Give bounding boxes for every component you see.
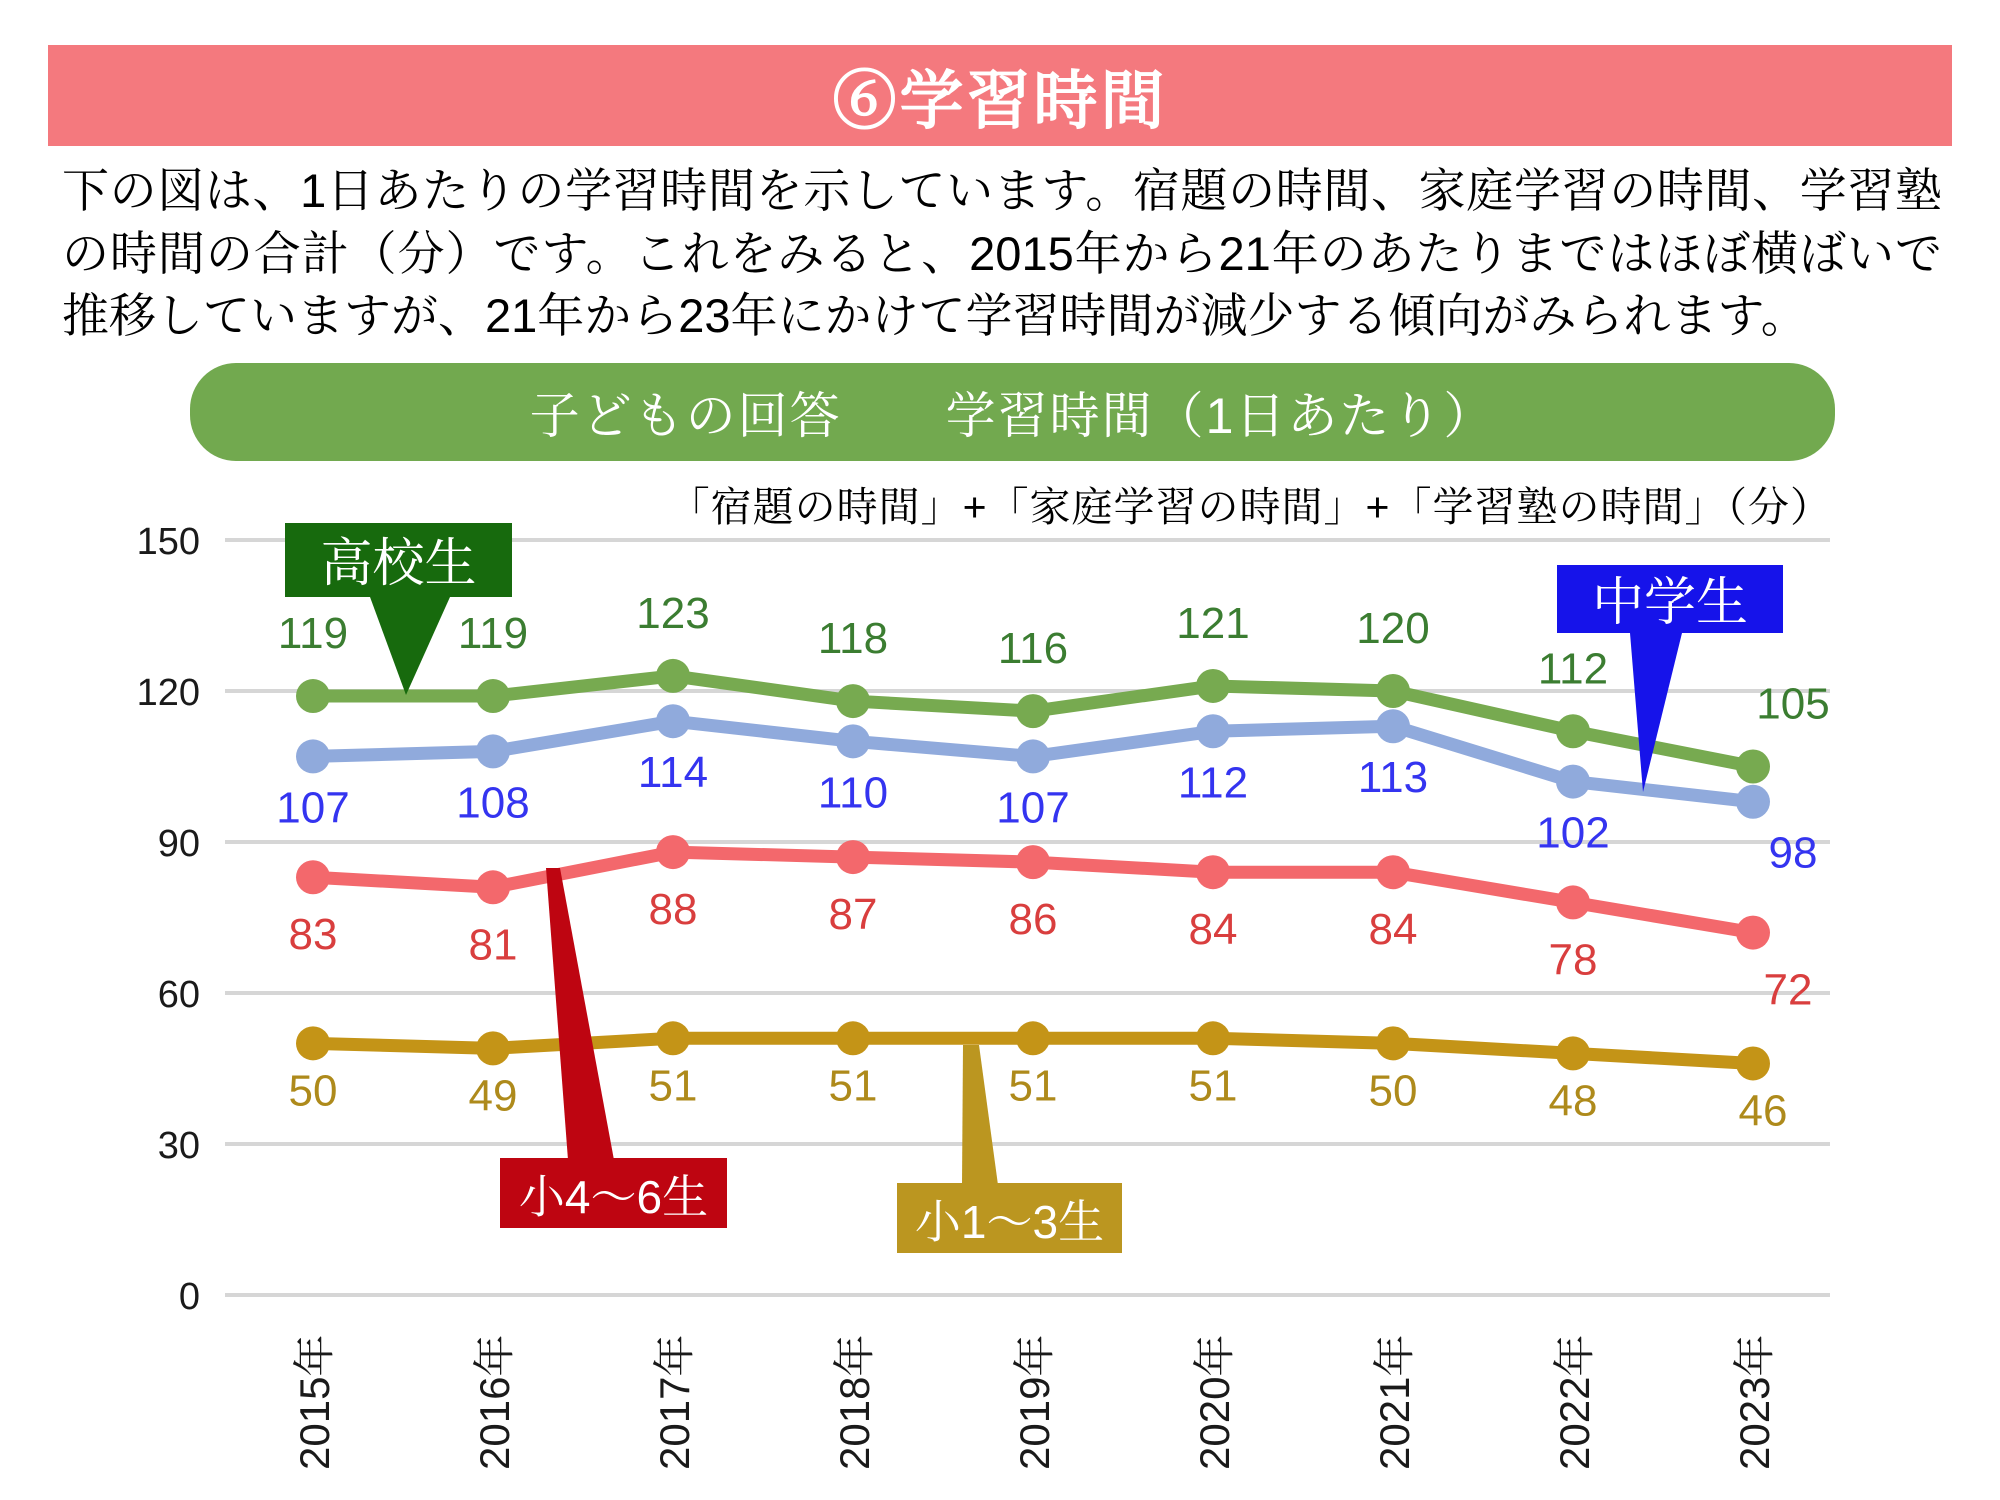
intro-paragraph: 下の図は、1日あたりの学習時間を示しています。宿題の時間、家庭学習の時間、学習塾の時間の合計（分）です。これをみると、2015年から21年のあたりまではほぼ横ばいで推移していますが、21年から23年にかけて学習時間が減少する傾向がみられます。: [62, 164, 1942, 342]
svg-text:2018年: 2018年: [831, 1334, 878, 1470]
svg-text:120: 120: [1356, 604, 1430, 653]
svg-text:72: 72: [1763, 965, 1813, 1015]
svg-text:51: 51: [1008, 1061, 1058, 1111]
svg-text:116: 116: [997, 624, 1069, 674]
header-band: [48, 45, 1952, 146]
svg-text:112: 112: [1177, 758, 1249, 808]
svg-text:98: 98: [1768, 828, 1818, 878]
chart-title: 子どもの回答 学習時間（1日あたり）: [529, 388, 1496, 444]
svg-text:84: 84: [1188, 905, 1238, 955]
svg-text:49: 49: [468, 1071, 518, 1121]
svg-text:88: 88: [648, 885, 698, 935]
series-elementary-1-3: [289, 1021, 1788, 1135]
svg-text:2021年: 2021年: [1371, 1334, 1418, 1470]
svg-text:78: 78: [1548, 935, 1598, 985]
svg-text:150: 150: [136, 521, 200, 563]
svg-text:107: 107: [276, 783, 350, 833]
svg-text:51: 51: [648, 1061, 698, 1111]
svg-text:123: 123: [636, 588, 710, 638]
svg-text:46: 46: [1738, 1086, 1788, 1136]
svg-text:51: 51: [1188, 1061, 1238, 1111]
svg-text:2019年: 2019年: [1011, 1334, 1058, 1470]
svg-text:119: 119: [277, 609, 349, 659]
study-time-line-chart: [0, 480, 2000, 1500]
svg-text:119: 119: [457, 609, 529, 659]
svg-text:小1〜3生: 小1〜3生: [914, 1196, 1105, 1248]
svg-text:121: 121: [1176, 598, 1250, 648]
svg-text:小4〜6生: 小4〜6生: [518, 1171, 709, 1223]
svg-text:2023年: 2023年: [1731, 1334, 1778, 1470]
svg-text:107: 107: [996, 783, 1070, 833]
svg-text:50: 50: [1368, 1066, 1418, 1116]
svg-text:2020年: 2020年: [1191, 1334, 1238, 1470]
svg-text:50: 50: [288, 1066, 338, 1116]
svg-text:114: 114: [637, 748, 709, 798]
svg-text:110: 110: [817, 768, 889, 818]
svg-text:83: 83: [288, 910, 338, 960]
svg-text:120: 120: [136, 672, 200, 714]
chart-title-banner: [190, 363, 1835, 461]
svg-text:60: 60: [157, 974, 200, 1016]
svg-text:2016年: 2016年: [471, 1334, 518, 1470]
svg-text:48: 48: [1548, 1076, 1598, 1126]
svg-text:高校生: 高校生: [320, 535, 477, 593]
svg-text:86: 86: [1008, 895, 1058, 945]
svg-text:87: 87: [828, 890, 878, 940]
svg-text:0: 0: [178, 1276, 200, 1318]
y-axis-labels: [137, 521, 200, 1318]
svg-text:118: 118: [817, 614, 889, 664]
svg-text:90: 90: [157, 823, 200, 865]
svg-text:2017年: 2017年: [651, 1334, 698, 1470]
svg-text:2015年: 2015年: [291, 1334, 338, 1470]
svg-text:51: 51: [828, 1061, 878, 1111]
chart-subtitle: 「宿題の時間」+「家庭学習の時間」+「学習塾の時間」（分）: [668, 484, 1832, 530]
svg-text:102: 102: [1536, 808, 1610, 858]
svg-text:113: 113: [1357, 753, 1429, 803]
x-axis-labels: [291, 1335, 1778, 1470]
page-title: ⑥学習時間: [832, 64, 1168, 137]
series-elementary-4-6: [289, 835, 1813, 1015]
svg-text:108: 108: [456, 778, 530, 828]
svg-text:112: 112: [1537, 644, 1609, 694]
svg-text:84: 84: [1368, 905, 1418, 955]
svg-text:2022年: 2022年: [1551, 1334, 1598, 1470]
svg-text:中学生: 中学生: [1591, 574, 1749, 632]
svg-text:30: 30: [157, 1125, 200, 1167]
svg-text:81: 81: [468, 920, 518, 970]
svg-text:105: 105: [1756, 679, 1830, 729]
